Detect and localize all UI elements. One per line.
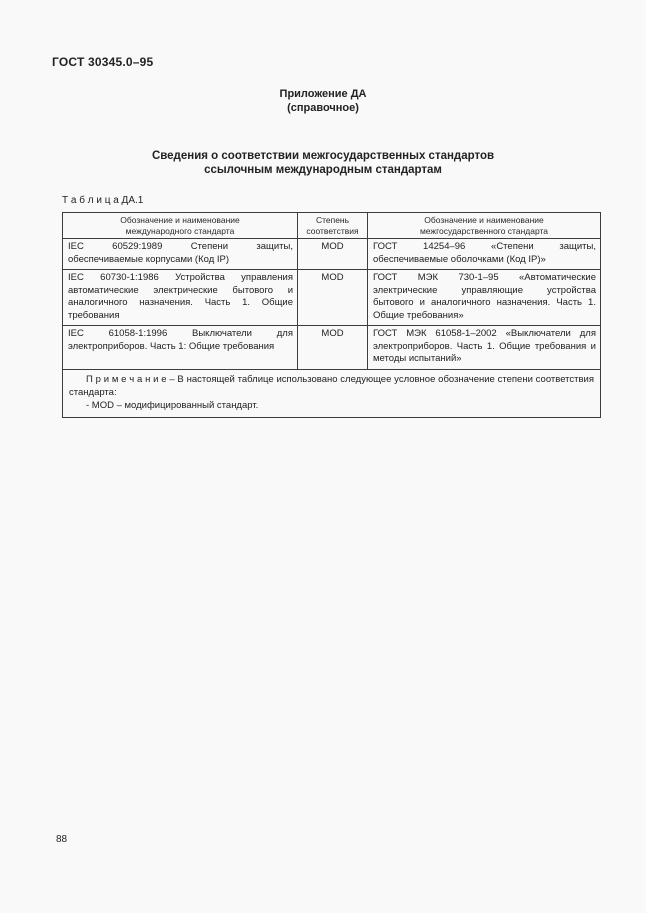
cell-degree: MOD	[298, 239, 368, 270]
document-title-line2: ссылочным международным стандартам	[204, 164, 442, 176]
cell-international-standard: IEC 61058-1:1996 Выключатели для электроприборов. Часть 1: Общие требования	[63, 326, 298, 370]
col-header-degree-line2: соответствия	[306, 225, 359, 236]
table-row	[63, 270, 601, 326]
col-header-interstate-standard	[368, 213, 601, 239]
appendix-heading	[0, 88, 646, 115]
cell-degree: MOD	[298, 326, 368, 370]
col-header-interstate-line1: Обозначение и наименование	[424, 215, 544, 225]
table-note-text: П р и м е ч а н и е – В настоящей таблице использовано следующее условное обозначение степени соответствия стандарта:	[69, 373, 594, 398]
document-code: ГОСТ 30345.0–95	[52, 55, 154, 69]
cell-international-standard: IEC 60730-1:1986 Устройства управления автоматические электрические бытового и аналогичного назначения. Часть 1. Общие требования	[63, 270, 298, 326]
col-header-degree-line1: Степень	[315, 215, 350, 225]
appendix-title: Приложение ДА	[279, 88, 367, 100]
table-note-mod-definition: - MOD – модифицированный стандарт.	[86, 399, 259, 411]
cell-international-standard: IEC 60529:1989 Степени защиты, обеспечиваемые корпусами (Код IP)	[63, 239, 298, 270]
table-row	[63, 326, 601, 370]
cell-interstate-standard: ГОСТ МЭК 61058-1–2002 «Выключатели для электроприборов. Часть 1. Общие требования и методы испытаний»	[368, 326, 601, 370]
table-header-row	[63, 213, 601, 239]
col-header-degree	[298, 213, 368, 239]
document-title	[0, 149, 646, 177]
standards-correspondence-table	[62, 212, 601, 418]
cell-interstate-standard: ГОСТ МЭК 730-1–95 «Автоматические электрические управляющие устройства бытового и аналогичного назначения. Часть 1. Общие требования»	[368, 270, 601, 326]
col-header-interstate-line2: межгосударственного стандарта	[419, 225, 549, 236]
col-header-international-line2: международного стандарта	[125, 225, 235, 236]
table-row	[63, 239, 601, 270]
page-number: 88	[56, 834, 68, 845]
cell-degree: MOD	[298, 270, 368, 326]
document-title-line1: Сведения о соответствии межгосударственных стандартов	[151, 150, 495, 162]
table-note-row	[63, 369, 601, 417]
table-note-cell	[63, 369, 601, 417]
col-header-international-standard	[63, 213, 298, 239]
appendix-subtitle: (справочное)	[287, 101, 359, 114]
cell-interstate-standard: ГОСТ 14254–96 «Степени защиты, обеспечиваемые оболочками (Код IP)»	[368, 239, 601, 270]
table-caption: Т а б л и ц а ДА.1	[62, 195, 144, 206]
col-header-international-line1: Обозначение и наименование	[120, 215, 240, 225]
